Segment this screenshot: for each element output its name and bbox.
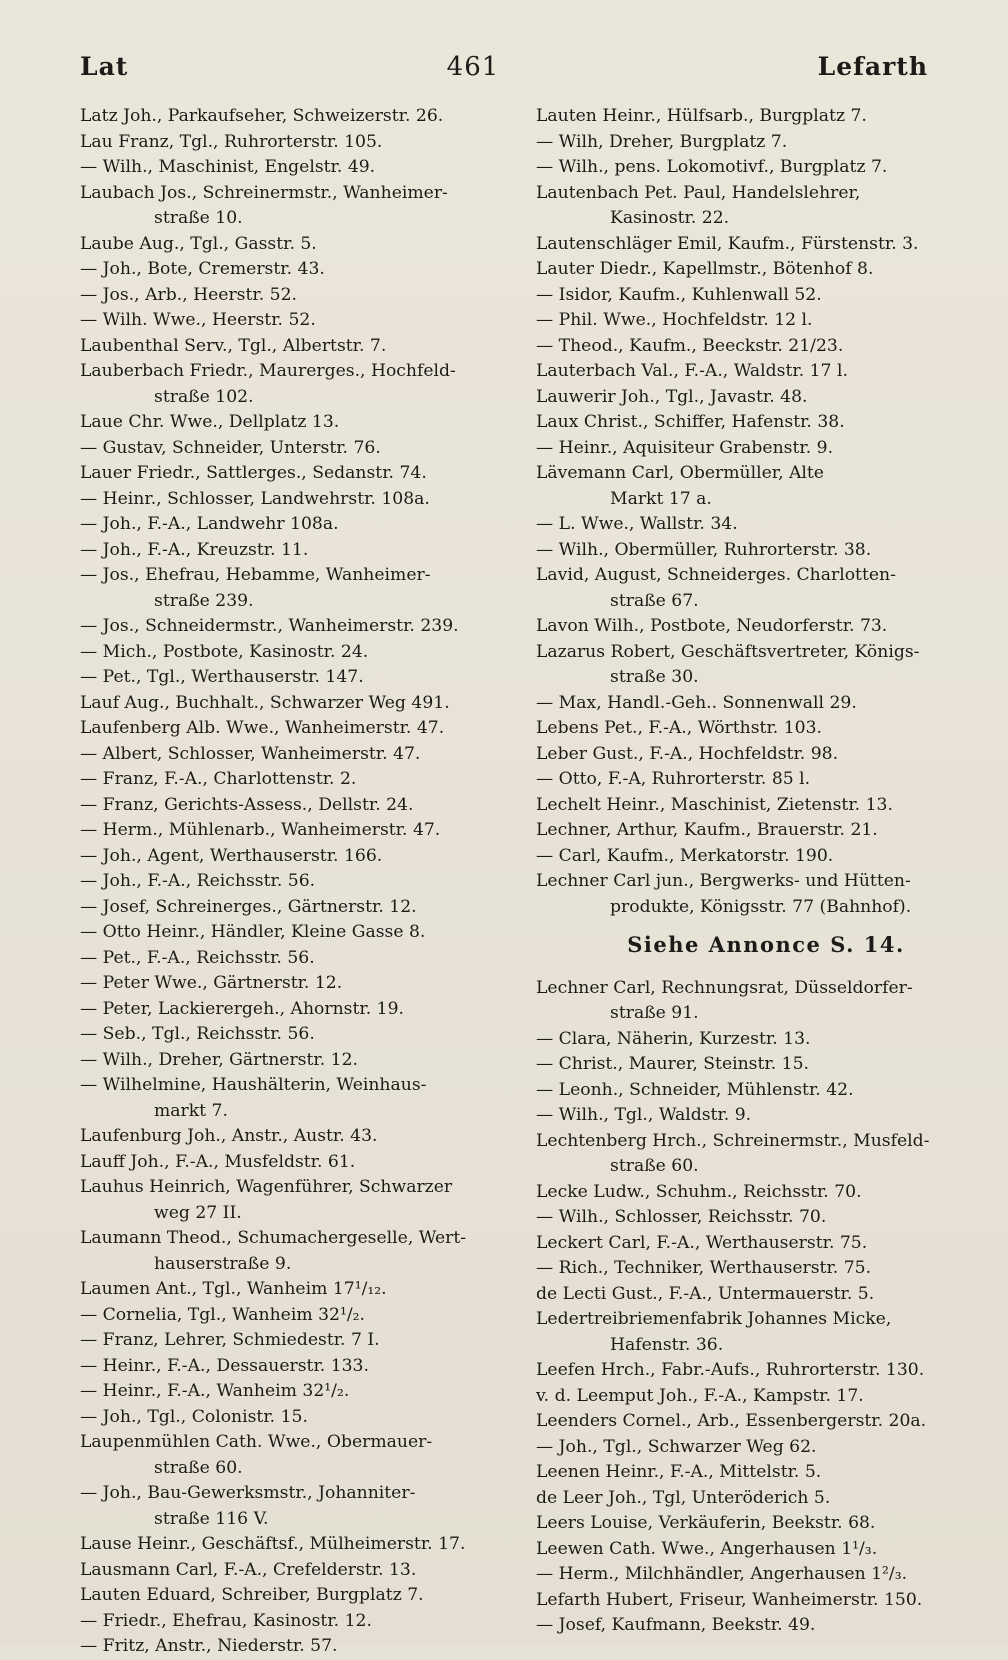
directory-entry: — Joh., F.-A., Kreuzstr. 11. <box>80 539 309 560</box>
directory-entry: — Wilh., Tgl., Waldstr. 9. <box>536 1105 752 1125</box>
directory-entry: Leers Louise, Verkäuferin, Beekstr. 68. <box>536 1513 876 1533</box>
directory-entry: — Albert, Schlosser, Wanheimerstr. 47. <box>80 743 421 764</box>
directory-entry: Laumann Theod., Schumachergeselle, Wert- <box>80 1228 467 1248</box>
directory-entry-continuation: produkte, Königsstr. 77 (Bahnhof). <box>610 896 912 917</box>
directory-entry: Lechner, Arthur, Kaufm., Brauerstr. 21. <box>536 820 878 840</box>
header-right-keyword: Lefarth <box>817 52 928 81</box>
directory-entry: — Isidor, Kaufm., Kuhlenwall 52. <box>536 284 822 305</box>
directory-entry: — Clara, Näherin, Kurzestr. 13. <box>536 1028 811 1049</box>
directory-entry: — Joh., F.-A., Landwehr 108a. <box>80 514 339 534</box>
advertisement-notice: Siehe Annonce S. 14. <box>627 932 905 957</box>
directory-entry: Laubach Jos., Schreinermstr., Wanheimer- <box>80 182 448 203</box>
directory-entry: Lechelt Heinr., Maschinist, Zietenstr. 13. <box>536 794 893 815</box>
header-left-keyword: Lat <box>80 52 129 81</box>
directory-entry: — Joh., Bau-Gewerksmstr., Johanniter- <box>80 1483 416 1503</box>
directory-entry: — Theod., Kaufm., Beeckstr. 21/23. <box>536 335 844 356</box>
directory-entry: Lauten Eduard, Schreiber, Burgplatz 7. <box>80 1585 424 1605</box>
directory-entry: — Leonh., Schneider, Mühlenstr. 42. <box>536 1079 854 1100</box>
directory-entry: Lefarth Hubert, Friseur, Wanheimerstr. 150. <box>536 1589 923 1610</box>
directory-entry: — Otto Heinr., Händler, Kleine Gasse 8. <box>80 922 426 942</box>
directory-entry: Lebens Pet., F.-A., Wörthstr. 103. <box>536 718 822 738</box>
directory-entry: Lause Heinr., Geschäftsf., Mülheimerstr. 17. <box>80 1534 466 1554</box>
directory-entry: — Rich., Techniker, Werthauserstr. 75. <box>536 1258 872 1278</box>
right-column <box>536 104 956 1639</box>
directory-entry: — Seb., Tgl., Reichsstr. 56. <box>80 1024 315 1044</box>
directory-entry: Laue Chr. Wwe., Dellplatz 13. <box>80 412 340 432</box>
directory-entry: — Joh., Tgl., Colonistr. 15. <box>80 1406 308 1427</box>
directory-entry: Laux Christ., Schiffer, Hafenstr. 38. <box>536 412 845 432</box>
directory-entry: — Pet., F.-A., Reichsstr. 56. <box>80 947 315 968</box>
directory-entry-continuation: straße 91. <box>610 1003 699 1023</box>
page-number: 461 <box>446 52 500 82</box>
directory-entry: Lechner Carl, Rechnungsrat, Düsseldorfer- <box>536 977 913 998</box>
directory-entry: — Gustav, Schneider, Unterstr. 76. <box>80 437 381 458</box>
directory-entry: Leckert Carl, F.-A., Werthauserstr. 75. <box>536 1232 868 1253</box>
directory-entry: Laumen Ant., Tgl., Wanheim 17¹/₁₂. <box>80 1279 387 1299</box>
directory-entry: Leefen Hrch., Fabr.-Aufs., Ruhrorterstr. 130. <box>536 1360 925 1380</box>
directory-entry: Lavon Wilh., Postbote, Neudorferstr. 73. <box>536 616 888 636</box>
directory-entry: Latz Joh., Parkaufseher, Schweizerstr. 26. <box>80 106 444 126</box>
directory-entry: Lausmann Carl, F.-A., Crefelderstr. 13. <box>80 1559 417 1580</box>
directory-entry-continuation: straße 60. <box>610 1156 699 1176</box>
directory-entry: — Jos., Ehefrau, Hebamme, Wanheimer- <box>80 565 431 585</box>
directory-entry: Leenen Heinr., F.-A., Mittelstr. 5. <box>536 1462 822 1482</box>
directory-entry: Lecke Ludw., Schuhm., Reichsstr. 70. <box>536 1181 862 1202</box>
directory-entry: Lautenbach Pet. Paul, Handelslehrer, <box>536 182 861 203</box>
directory-entry-continuation: weg 27 II. <box>154 1202 242 1223</box>
directory-entry: — Wilh., Maschinist, Engelstr. 49. <box>80 157 376 177</box>
directory-entry: — Peter, Lackierergeh., Ahornstr. 19. <box>80 998 404 1019</box>
directory-entry: — Carl, Kaufm., Merkatorstr. 190. <box>536 845 834 866</box>
directory-entry: — Joh., Tgl., Schwarzer Weg 62. <box>536 1436 817 1457</box>
directory-entry: — Joh., Bote, Cremerstr. 43. <box>80 259 325 279</box>
directory-entry: — Franz, F.-A., Charlottenstr. 2. <box>80 769 357 789</box>
directory-entry: — Heinr., F.-A., Wanheim 32¹/₂. <box>80 1381 350 1401</box>
directory-entry: Lauten Heinr., Hülfsarb., Burgplatz 7. <box>536 106 867 126</box>
directory-entry: — Heinr., Aquisiteur Grabenstr. 9. <box>536 437 834 458</box>
directory-entry: Lauberbach Friedr., Maurerges., Hochfeld- <box>80 361 456 381</box>
directory-entry: — Phil. Wwe., Hochfeldstr. 12 l. <box>536 310 813 330</box>
directory-entry: — Heinr., F.-A., Dessauerstr. 133. <box>80 1355 369 1376</box>
directory-entry: Lavid, August, Schneiderges. Charlotten- <box>536 565 896 585</box>
directory-entry: — Franz, Lehrer, Schmiedestr. 7 I. <box>80 1330 380 1350</box>
directory-entry: — Otto, F.-A, Ruhrorterstr. 85 l. <box>536 769 811 789</box>
directory-entry: Lävemann Carl, Obermüller, Alte <box>536 463 824 483</box>
directory-entry: — Wilh., Dreher, Gärtnerstr. 12. <box>80 1049 359 1070</box>
directory-entry: Lauwerir Joh., Tgl., Javastr. 48. <box>536 386 808 407</box>
directory-entry-continuation: straße 67. <box>610 590 699 611</box>
directory-entry: — L. Wwe., Wallstr. 34. <box>536 514 738 534</box>
directory-entry: — Joh., Agent, Werthauserstr. 166. <box>80 845 383 866</box>
directory-entry: Lauhus Heinrich, Wagenführer, Schwarzer <box>80 1177 453 1197</box>
directory-entry: de Lecti Gust., F.-A., Untermauerstr. 5. <box>536 1283 875 1304</box>
directory-entry: — Heinr., Schlosser, Landwehrstr. 108a. <box>80 488 430 509</box>
directory-entry: — Pet., Tgl., Werthauserstr. 147. <box>80 667 364 687</box>
directory-entry: — Josef, Schreinerges., Gärtnerstr. 12. <box>80 896 417 917</box>
directory-entry: Laufenburg Joh., Anstr., Austr. 43. <box>80 1126 378 1146</box>
directory-entry: Lauter Diedr., Kapellmstr., Bötenhof 8. <box>536 259 874 279</box>
directory-entry: — Franz, Gerichts-Assess., Dellstr. 24. <box>80 794 414 815</box>
directory-entry: Lauer Friedr., Sattlerges., Sedanstr. 74. <box>80 463 427 483</box>
directory-entry: de Leer Joh., Tgl, Unteröderich 5. <box>536 1487 831 1508</box>
directory-entry: — Wilh, Dreher, Burgplatz 7. <box>536 131 788 152</box>
directory-entry: Leewen Cath. Wwe., Angerhausen 1¹/₃. <box>536 1538 878 1559</box>
left-column <box>80 104 500 1660</box>
directory-entry: Lechtenberg Hrch., Schreinermstr., Musfeld- <box>536 1130 930 1151</box>
directory-entry: Lautenschläger Emil, Kaufm., Fürstenstr. 3. <box>536 233 919 254</box>
directory-entry: Lau Franz, Tgl., Ruhrorterstr. 105. <box>80 131 383 152</box>
directory-entry: v. d. Leemput Joh., F.-A., Kampstr. 17. <box>536 1385 864 1406</box>
directory-entry: — Jos., Arb., Heerstr. 52. <box>80 284 297 305</box>
directory-entry: — Peter Wwe., Gärtnerstr. 12. <box>80 973 343 993</box>
directory-entry: Lauterbach Val., F.-A., Waldstr. 17 l. <box>536 361 848 381</box>
directory-entry: — Friedr., Ehefrau, Kasinostr. 12. <box>80 1610 372 1631</box>
directory-entry: — Christ., Maurer, Steinstr. 15. <box>536 1054 809 1074</box>
directory-entry-continuation: straße 30. <box>610 667 699 687</box>
directory-entry: — Max, Handl.-Geh.. Sonnenwall 29. <box>536 692 857 713</box>
directory-entry: Lauff Joh., F.-A., Musfeldstr. 61. <box>80 1151 356 1172</box>
directory-entry-continuation: Hafenstr. 36. <box>610 1334 724 1355</box>
directory-entry-continuation: markt 7. <box>154 1100 228 1121</box>
directory-entry: — Joh., F.-A., Reichsstr. 56. <box>80 871 316 891</box>
directory-entry: Laupenmühlen Cath. Wwe., Obermauer- <box>80 1432 433 1452</box>
directory-entry: — Jos., Schneidermstr., Wanheimerstr. 239. <box>80 616 459 636</box>
directory-entry: Lauf Aug., Buchhalt., Schwarzer Weg 491. <box>80 692 450 713</box>
directory-entry: — Wilh., Schlosser, Reichsstr. 70. <box>536 1207 827 1227</box>
directory-entry: — Herm., Milchhändler, Angerhausen 1²/₃. <box>536 1564 908 1584</box>
directory-entry: — Mich., Postbote, Kasinostr. 24. <box>80 641 369 662</box>
directory-entry-continuation: straße 60. <box>154 1457 243 1478</box>
directory-entry: — Fritz, Anstr., Niederstr. 57. <box>80 1636 338 1656</box>
directory-entry-continuation: Kasinostr. 22. <box>610 208 730 228</box>
directory-entry-continuation: straße 116 V. <box>154 1508 269 1529</box>
directory-entry: Ledertreibriemenfabrik Johannes Micke, <box>536 1309 892 1329</box>
directory-entry-continuation: straße 102. <box>154 386 254 407</box>
directory-entry: Lechner Carl jun., Bergwerks- und Hütten- <box>536 871 911 891</box>
directory-entry: Leenders Cornel., Arb., Essenbergerstr. 20a. <box>536 1411 927 1431</box>
directory-entry: — Wilhelmine, Haushälterin, Weinhaus- <box>80 1075 427 1095</box>
directory-entry: Laubenthal Serv., Tgl., Albertstr. 7. <box>80 335 387 356</box>
directory-entry: Lazarus Robert, Geschäftsvertreter, Königs- <box>536 641 920 662</box>
directory-entry: — Wilh., Obermüller, Ruhrorterstr. 38. <box>536 539 872 560</box>
directory-entry: — Wilh. Wwe., Heerstr. 52. <box>80 310 316 330</box>
directory-entry: — Cornelia, Tgl., Wanheim 32¹/₂. <box>80 1304 366 1325</box>
directory-entry: Laufenberg Alb. Wwe., Wanheimerstr. 47. <box>80 718 445 738</box>
page-header <box>80 52 928 82</box>
directory-entry-continuation: straße 10. <box>154 208 243 228</box>
directory-entry: Laube Aug., Tgl., Gasstr. 5. <box>80 233 317 254</box>
directory-entry: — Josef, Kaufmann, Beekstr. 49. <box>536 1615 816 1635</box>
directory-entry: — Herm., Mühlenarb., Wanheimerstr. 47. <box>80 820 441 840</box>
directory-entry-continuation: Markt 17 a. <box>610 488 712 509</box>
directory-entry: — Wilh., pens. Lokomotivf., Burgplatz 7. <box>536 157 888 177</box>
directory-entry-continuation: straße 239. <box>154 590 254 611</box>
directory-entry-continuation: hauserstraße 9. <box>154 1253 292 1274</box>
directory-entry: Leber Gust., F.-A., Hochfeldstr. 98. <box>536 743 839 764</box>
